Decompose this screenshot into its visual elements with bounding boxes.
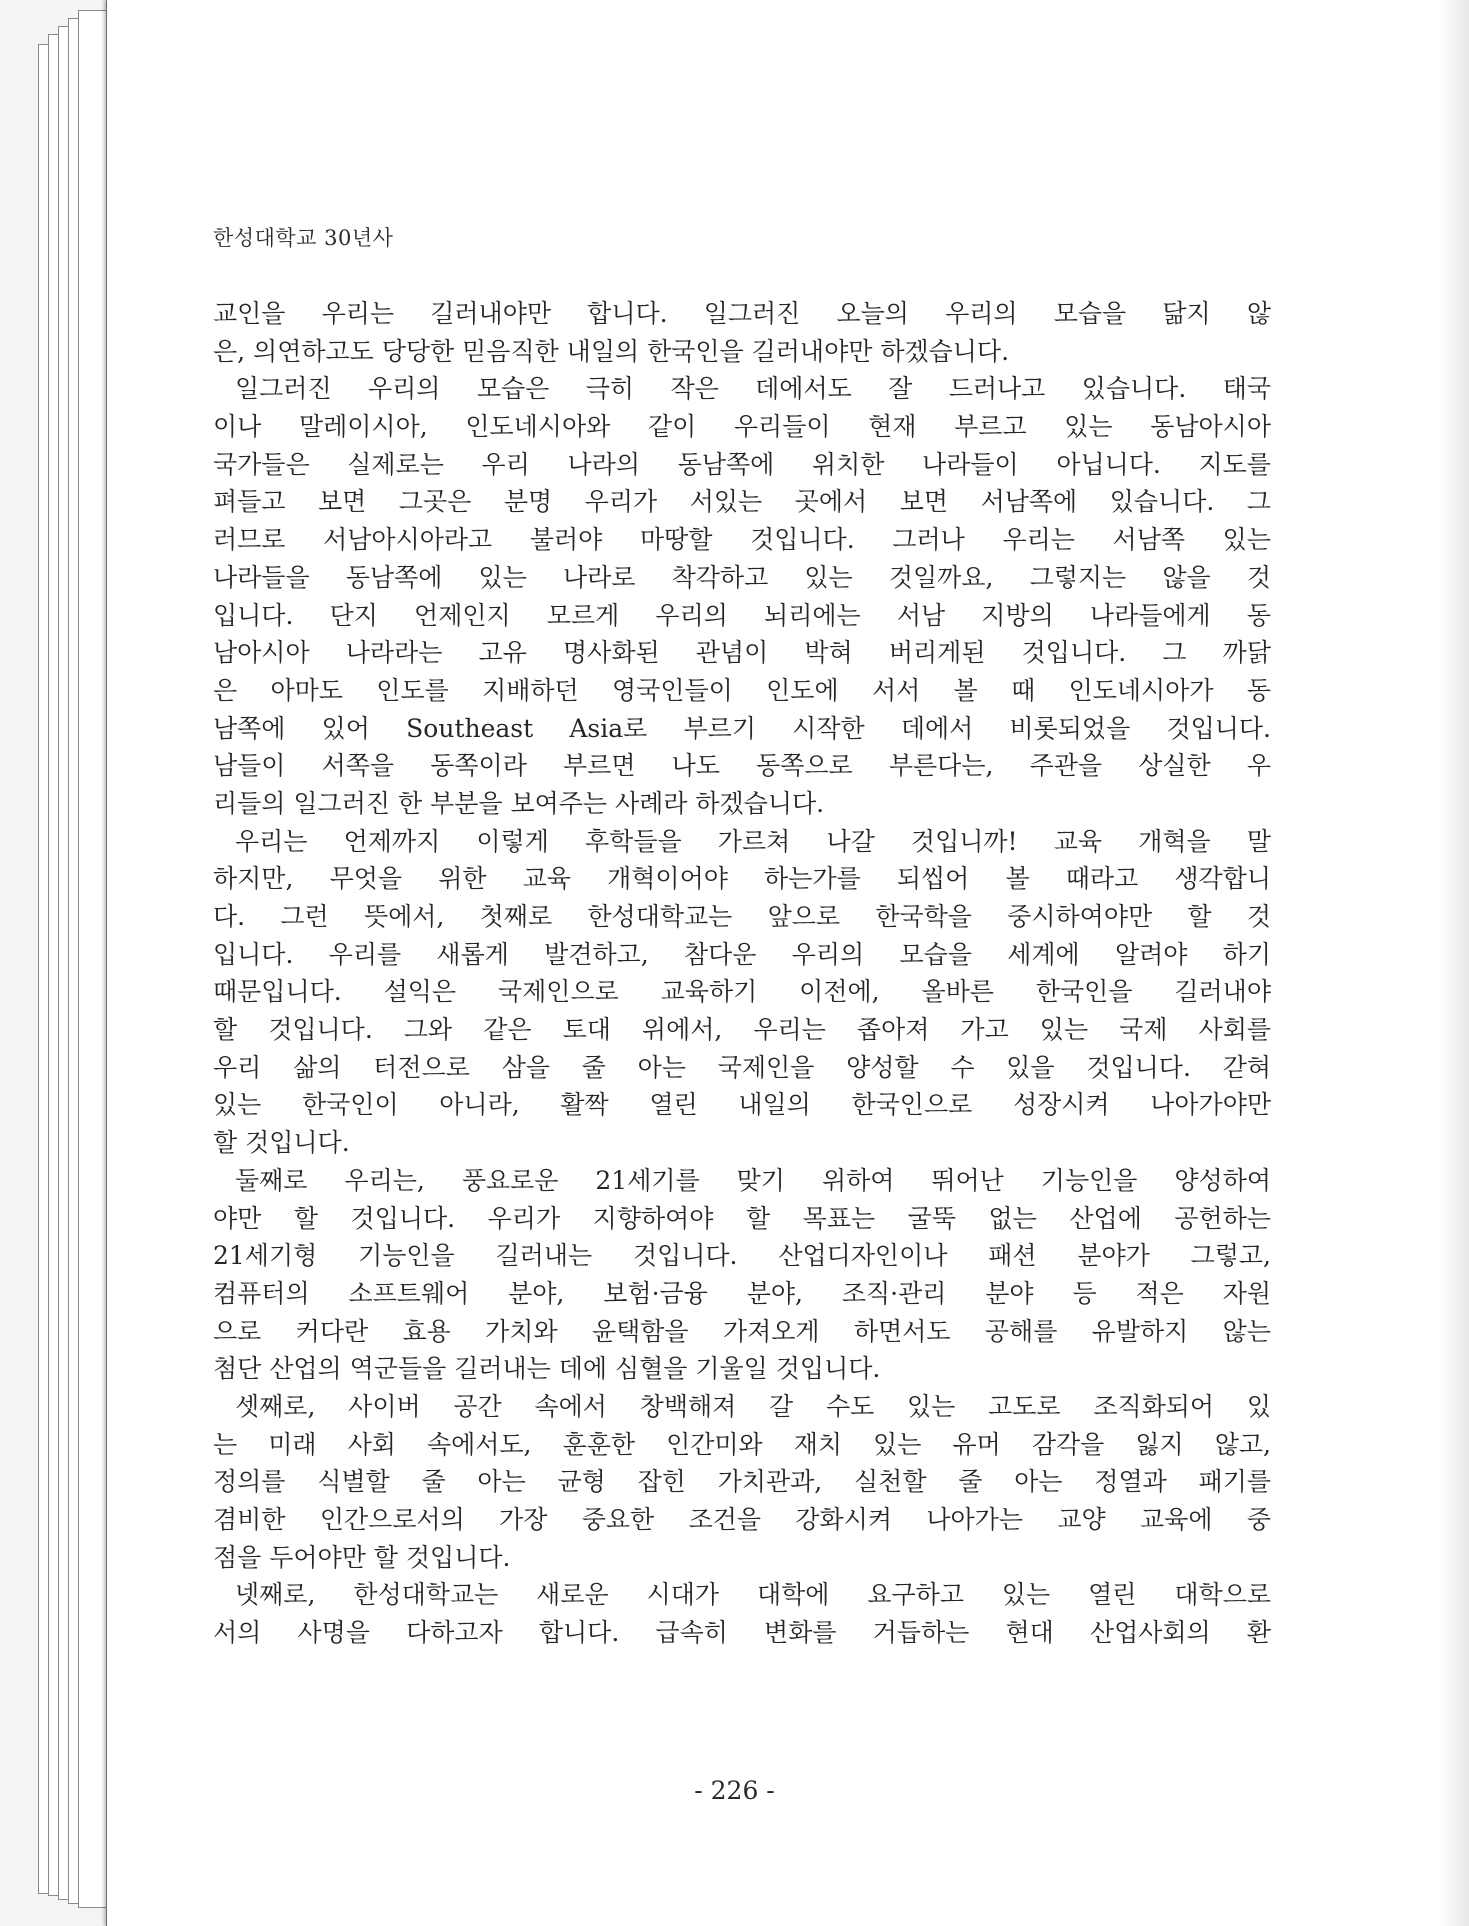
running-header: 한성대학교 30년사 <box>213 226 394 250</box>
body-text <box>213 295 1271 1652</box>
text-line: 우리 삶의 터전으로 삼을 줄 아는 국제인을 양성할 수 있을 것입니다. 갇혀 <box>213 1052 1271 1082</box>
text-line: 일그러진 우리의 모습은 극히 작은 데에서도 잘 드러나고 있습니다. 태국 <box>235 374 1271 404</box>
text-line: 으로 커다란 효용 가치와 윤택함을 가져오게 하면서도 공해를 유발하지 않는 <box>213 1316 1271 1346</box>
text-line: 넷째로, 한성대학교는 새로운 시대가 대학에 요구하고 있는 열린 대학으로 <box>235 1580 1271 1610</box>
text-line: 다. 그런 뜻에서, 첫째로 한성대학교는 앞으로 한국학을 중시하여야만 할 것 <box>213 902 1271 931</box>
text-line: 러므로 서남아시아라고 불러야 마땅할 것입니다. 그러나 우리는 서남쪽 있는 <box>213 525 1271 555</box>
text-line: 있는 한국인이 아니라, 활짝 열린 내일의 한국인으로 성장시켜 나아가야만 <box>213 1090 1271 1120</box>
text-line: 교인을 우리는 길러내야만 합니다. 일그러진 오늘의 우리의 모습을 닮지 않 <box>213 299 1271 328</box>
text-line: 국가들은 실제로는 우리 나라의 동남쪽에 위치한 나라들이 아닙니다. 지도를 <box>213 449 1271 479</box>
text-line: 는 미래 사회 속에서도, 훈훈한 인간미와 재치 있는 유머 감각을 잃지 않고, <box>213 1429 1271 1459</box>
text-line: 둘째로 우리는, 풍요로운 21세기를 맞기 위하여 뛰어난 기능인을 양성하여 <box>235 1165 1271 1195</box>
text-line: 펴들고 보면 그곳은 분명 우리가 서있는 곳에서 보면 서남쪽에 있습니다. 그 <box>213 487 1271 517</box>
text-line: 첨단 산업의 역군들을 길러내는 데에 심혈을 기울일 것입니다. <box>213 1354 881 1384</box>
text-line: 정의를 식별할 줄 아는 균형 잡힌 가치관과, 실천할 줄 아는 정열과 패기를 <box>213 1467 1271 1497</box>
text-line: 남들이 서쪽을 동쪽이라 부르면 나도 동쪽으로 부른다는, 주관을 상실한 우 <box>213 751 1271 781</box>
text-line: 할 것입니다. 그와 같은 토대 위에서, 우리는 좁아져 가고 있는 국제 사회를 <box>213 1015 1271 1045</box>
text-line: 리들의 일그러진 한 부분을 보여주는 사례라 하겠습니다. <box>213 788 825 818</box>
text-line: 할 것입니다. <box>213 1128 350 1158</box>
text-line: 겸비한 인간으로서의 가장 중요한 조건을 강화시켜 나아가는 교양 교육에 중 <box>213 1505 1271 1534</box>
text-line: 야만 할 것입니다. 우리가 지향하여야 할 목표는 굴뚝 없는 산업에 공헌하는 <box>213 1203 1271 1233</box>
text-line: 이나 말레이시아, 인도네시아와 같이 우리들이 현재 부르고 있는 동남아시아 <box>213 412 1271 442</box>
text-line: 은 아마도 인도를 지배하던 영국인들이 인도에 서서 볼 때 인도네시아가 동 <box>213 675 1271 705</box>
text-line: 때문입니다. 설익은 국제인으로 교육하기 이전에, 올바른 한국인을 길러내야 <box>213 977 1271 1007</box>
text-line: 21세기형 기능인을 길러내는 것입니다. 산업디자인이나 패션 분야가 그렇고, <box>213 1241 1271 1271</box>
text-line: 나라들을 동남쪽에 있는 나라로 착각하고 있는 것일까요, 그렇지는 않을 것 <box>213 562 1271 592</box>
text-line: 하지만, 무엇을 위한 교육 개혁이어야 하는가를 되씹어 볼 때라고 생각합니 <box>213 864 1271 894</box>
text-line: 남쪽에 있어 Southeast Asia로 부르기 시작한 데에서 비롯되었을 것입니다. <box>213 713 1271 743</box>
text-line: 입니다. 단지 언제인지 모르게 우리의 뇌리에는 서남 지방의 나라들에게 동 <box>213 600 1271 630</box>
text-line: 셋째로, 사이버 공간 속에서 창백해져 갈 수도 있는 고도로 조직화되어 있 <box>235 1391 1271 1421</box>
text-line: 은, 의연하고도 당당한 믿음직한 내일의 한국인을 길러내야만 하겠습니다. <box>213 336 1010 366</box>
text-line: 점을 두어야만 할 것입니다. <box>213 1542 511 1572</box>
text-line: 입니다. 우리를 새롭게 발견하고, 참다운 우리의 모습을 세계에 알려야 하기 <box>213 939 1271 969</box>
text-line: 컴퓨터의 소프트웨어 분야, 보험·금융 분야, 조직·관리 분야 등 적은 자원 <box>213 1278 1271 1308</box>
text-line: 서의 사명을 다하고자 합니다. 급속히 변화를 거듭하는 현대 산업사회의 환 <box>213 1618 1271 1648</box>
text-line: 남아시아 나라라는 고유 명사화된 관념이 박혀 버리게된 것입니다. 그 까닭 <box>213 638 1271 668</box>
text-line: 우리는 언제까지 이렇게 후학들을 가르쳐 나갈 것입니까! 교육 개혁을 말 <box>235 826 1271 856</box>
page-number: - 226 - <box>694 1776 775 1805</box>
